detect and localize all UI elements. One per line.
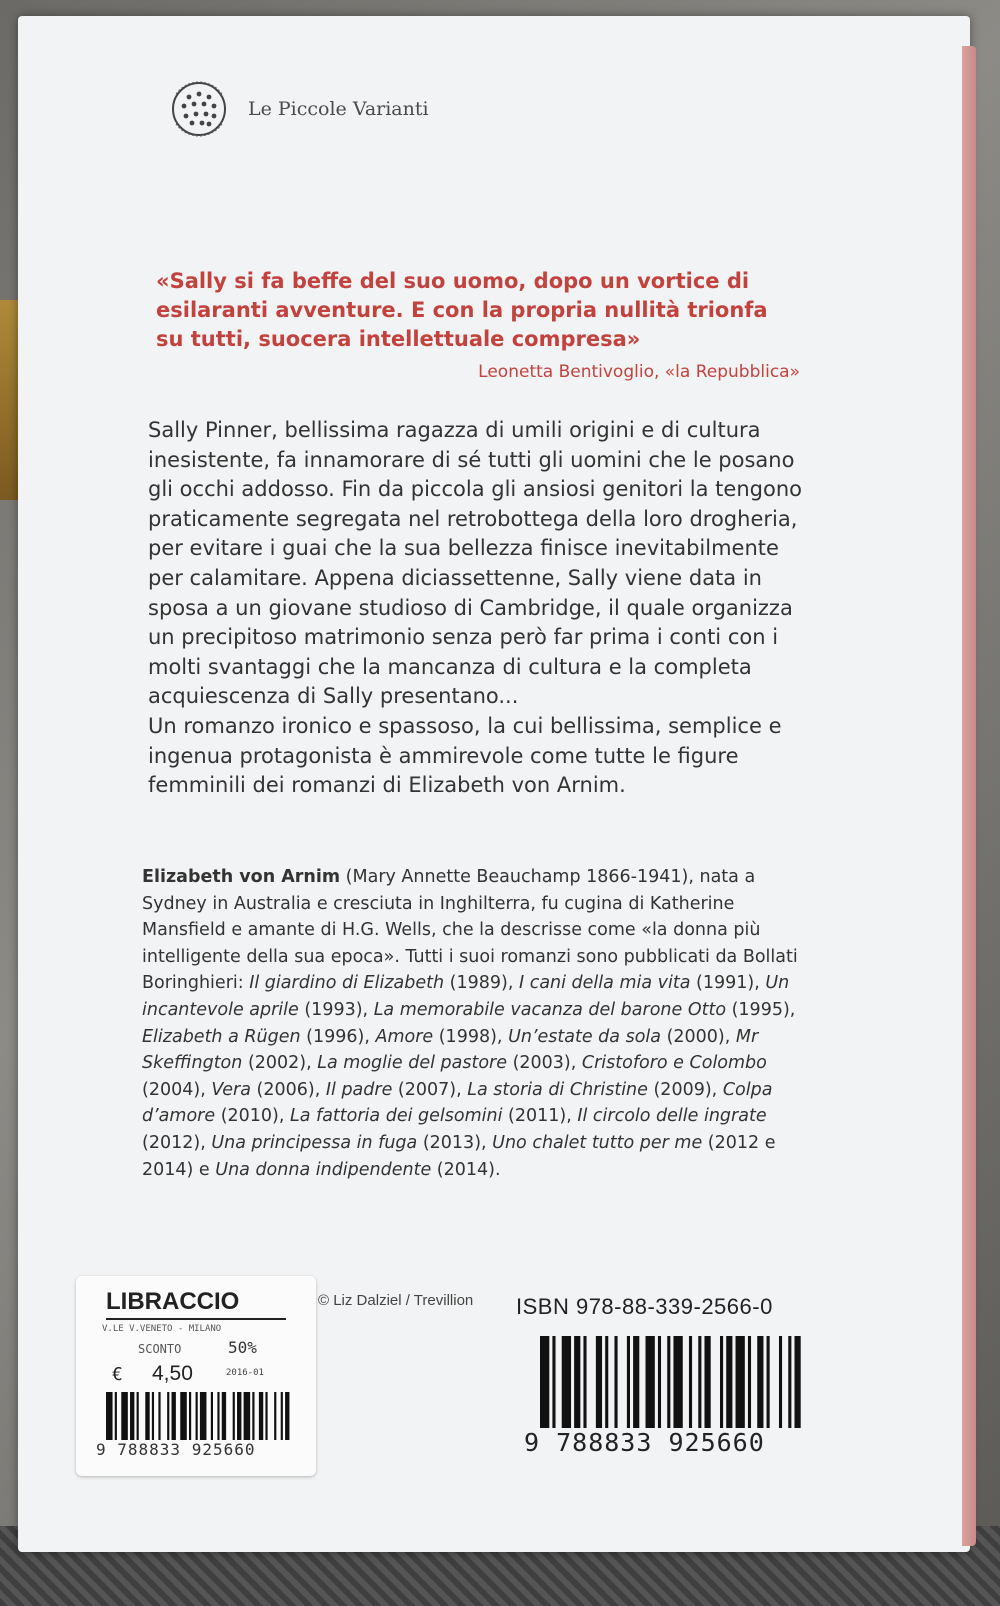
barcode-bar [237,1392,241,1440]
barcode-bar [583,1336,586,1428]
barcode-bar [285,1392,289,1440]
barcode-bar [252,1392,254,1440]
bio-text: (2003), [507,1053,582,1074]
book-title: Un incantevole aprile [142,973,790,1020]
barcode-bar [211,1392,213,1440]
book-title: La memorabile vacanza del barone Otto [373,999,727,1020]
publisher-seal-icon [162,72,236,146]
bio-text: (2013), [417,1132,493,1153]
barcode-bar [540,1336,549,1428]
barcode-bar [233,1392,235,1440]
publisher-logo [162,72,429,146]
barcode-bar [596,1336,602,1428]
barcode-bar [673,1336,682,1428]
isbn-label: ISBN 978-88-339-2566-0 [516,1294,773,1319]
bio-text: (1991), [690,973,766,994]
bio-text: (2011), [502,1106,578,1127]
book-spine-edge [962,46,976,1546]
barcode-bar [658,1336,661,1428]
barcode-bar [748,1336,751,1428]
barcode-bar [167,1392,169,1440]
currency-symbol: € [112,1364,123,1385]
review-quote: «Sally si fa beffe del suo uomo, dopo un vortice di esilaranti avventure. E con la propria nullità trionfa su tutti, suocera intellettuale compresa» [156,269,768,351]
book-title: Il padre [325,1079,393,1100]
barcode-bar [274,1392,276,1440]
barcode-bar [627,1336,630,1428]
barcode-bar [779,1336,782,1428]
barcode-bar [767,1336,770,1428]
quote-source: Leonetta Bentivoglio, «la Repubblica» [478,362,800,382]
book-title: Il circolo delle ingrate [577,1106,767,1127]
isbn-barcode-digits: 9 788833 925660 [524,1428,765,1457]
book-title: I cani della mia vita [518,973,691,994]
barcode-bar [152,1392,154,1440]
sticker-barcode-digits: 9 788833 925660 [96,1440,256,1459]
store-address: V.LE V.VENETO - MILANO [102,1324,222,1334]
barcode-bar [145,1392,149,1440]
author-name: Elizabeth von Arnim [142,867,341,887]
barcode-bar [130,1392,134,1440]
discount-value: 50% [228,1338,257,1357]
discount-label: SCONTO [138,1342,182,1356]
barcode-bar [736,1336,745,1428]
barcode-bar [222,1392,226,1440]
bio-text: (2000), [661,1026,736,1047]
book-title: Mr Skeffington [142,1026,759,1074]
barcode-bar [244,1392,251,1440]
barcode-bar [189,1392,191,1440]
bio-text: (2004), [142,1079,212,1100]
barcode-bar [757,1336,763,1428]
barcode-bar [115,1392,117,1440]
barcode-bar [265,1392,267,1440]
barcode-bar [106,1392,113,1440]
bio-text: (2010), [215,1106,291,1127]
barcode-bar [200,1392,207,1440]
book-title: Vera [211,1079,251,1100]
book-title: La fattoria dei gelsomini [290,1106,503,1127]
bio-text: (1989), [444,973,519,994]
book-title: Colpa d’amore [142,1079,773,1127]
book-title: La storia di Christine [467,1079,648,1100]
price-sticker [76,1276,316,1476]
sticker-barcode [106,1392,296,1440]
barcode-bar [217,1392,219,1440]
barcode-bar [259,1392,263,1440]
series-name: Le Piccole Varianti [248,98,429,120]
bio-text: (2006), [250,1079,326,1100]
barcode-bar [281,1392,283,1440]
bio-text: (2007), [392,1079,468,1100]
barcode-bar [137,1392,139,1440]
synopsis-paragraph: Sally Pinner, bellissima ragazza di umili origini e di cultura inesistente, fa innamorare di sé tutti gli uomini che le posano gli occhi addosso. Fin da piccola gli ansiosi genitori la tengono praticamente segregata nel retrobottega della loro drogheria, per evitare i guai che la sua bellezza finisce inevitabilmente per calamitare. Appena diciassettenne, Sally viene data in sposa a un giovane studioso di Cambridge, il quale organizza un precipitoso matrimonio senza però far prima i conti con i molti svantaggi che la mancanza di cultura e la completa acquiescenza di Sally presentano... [148,418,802,709]
barcode-bar [720,1336,723,1428]
bio-text: (1995), [726,999,796,1020]
barcode-bar [667,1336,670,1428]
barcode-bar [788,1336,791,1428]
barcode-bar [726,1336,732,1428]
bio-text: (2009), [647,1079,723,1100]
book-title: Cristoforo e Colombo [581,1053,767,1074]
book-title: La moglie del pastore [317,1053,507,1074]
barcode-bar [646,1336,655,1428]
barcode-bar [562,1336,571,1428]
bio-text: (1998), [433,1026,509,1047]
bio-text: (2012), [142,1132,212,1153]
store-name: LIBRACCIO [106,1288,286,1320]
barcode-bar [614,1336,617,1428]
book-title: Un’estate da sola [508,1026,661,1047]
author-bio [142,864,802,1183]
sticker-price: 4,50 [152,1362,193,1385]
barcode-bar [704,1336,710,1428]
book-title: Una principessa in fuga [211,1132,418,1153]
barcode-bar [158,1392,160,1440]
bio-text: (1993), [298,999,374,1020]
photo-credit: © Liz Dalziel / Trevillion [318,1292,474,1309]
barcode-bar [180,1392,187,1440]
barcode-bar [172,1392,176,1440]
barcode-bar [698,1336,701,1428]
bio-text: (Mary Annette Beauchamp 1866-1941), nata a Sydney in Australia e cresciuta in Inghilterra, fu cugina di Katherine Mansfield e amante di H.G. Wells, che la descrisse come «la donna più intelligente della sua epoca». Tutti i suoi romanzi sono pubblicati da Bollati Boringhieri: [142,867,798,994]
barcode-bar [121,1392,128,1440]
synopsis [148,416,808,801]
bio-text: (2014). [431,1159,501,1180]
book-title: Amore [375,1026,434,1047]
barcode-bar [605,1336,608,1428]
sticker-date: 2016-01 [226,1368,264,1378]
barcode-bar [574,1336,580,1428]
book-title: Una donna indipendente [215,1159,432,1180]
bio-text: (1996), [300,1026,376,1047]
barcode-bar [794,1336,800,1428]
isbn-barcode [540,1336,810,1428]
book-title: Il giardino di Elizabeth [249,973,445,994]
bio-text: (2002), [242,1053,318,1074]
barcode-bar [196,1392,198,1440]
synopsis-paragraph: Un romanzo ironico e spassoso, la cui bellissima, semplice e ingenua protagonista è ammirevole come tutte le figure femminili dei romanzi di Elizabeth von Arnim. [148,713,782,798]
barcode-bar [689,1336,692,1428]
book-title: Elizabeth a Rügen [142,1026,301,1047]
bio-text: (2012 e 2014) e [142,1132,776,1180]
barcode-bar [552,1336,555,1428]
barcode-bar [633,1336,639,1428]
book-title: Uno chalet tutto per me [492,1132,703,1153]
